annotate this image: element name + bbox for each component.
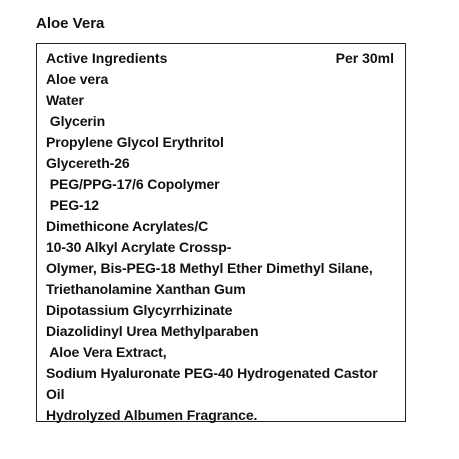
ingredient-item: Hydrolyzed Albumen Fragrance. xyxy=(46,407,258,423)
ingredient-list xyxy=(46,69,399,426)
ingredient-item: Sodium Hyaluronate PEG-40 Hydrogenated Castor xyxy=(46,365,378,381)
ingredient-item: Glycereth-26 xyxy=(46,155,130,171)
ingredient-item: Water xyxy=(46,92,84,108)
ingredient-item: PEG-12 xyxy=(46,197,99,213)
panel-header xyxy=(46,48,399,69)
per-amount-heading: Per 30ml xyxy=(335,50,394,66)
ingredient-item: Olymer, Bis-PEG-18 Methyl Ether Dimethyl Silane, xyxy=(46,260,373,276)
active-ingredients-heading: Active Ingredients xyxy=(46,50,168,66)
ingredient-item: Aloe vera xyxy=(46,71,109,87)
ingredient-item: PEG/PPG-17/6 Copolymer xyxy=(46,176,220,192)
ingredient-item: Dimethicone Acrylates/C xyxy=(46,218,209,234)
ingredient-item: Dipotassium Glycyrrhizinate xyxy=(46,302,233,318)
ingredients-panel xyxy=(36,43,406,422)
product-title: Aloe Vera xyxy=(36,15,105,32)
ingredient-item: Glycerin xyxy=(46,113,106,129)
ingredient-item: Aloe Vera Extract, xyxy=(46,344,167,360)
ingredient-item: Oil xyxy=(46,386,65,402)
ingredient-item: Triethanolamine Xanthan Gum xyxy=(46,281,246,297)
ingredient-item: Diazolidinyl Urea Methylparaben xyxy=(46,323,259,339)
ingredient-item: 10-30 Alkyl Acrylate Crossp- xyxy=(46,239,232,255)
ingredient-item: Propylene Glycol Erythritol xyxy=(46,134,224,150)
